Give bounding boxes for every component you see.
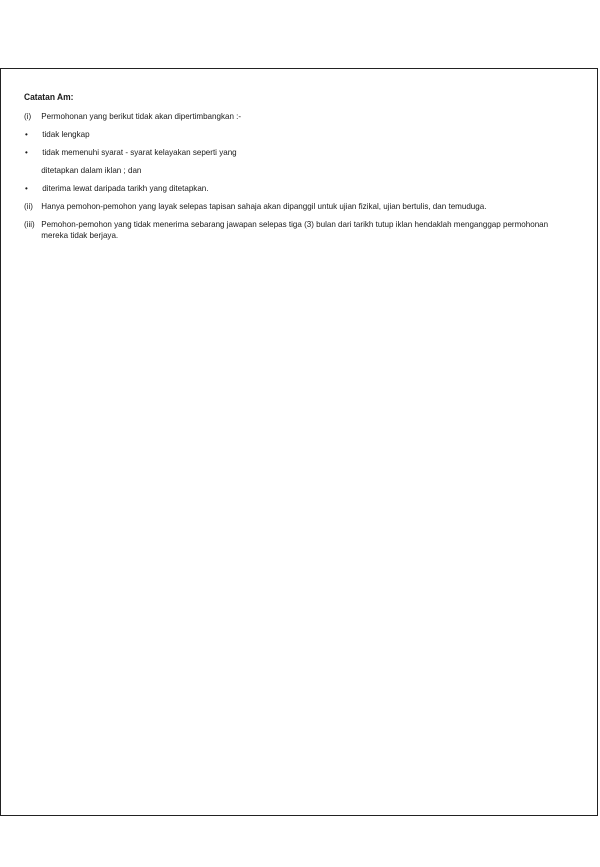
general-notes-section: [24, 92, 552, 248]
bullet-item-2: [24, 147, 552, 158]
note-item-1-text: Permohonan yang berikut tidak akan dipertimbangkan :-: [41, 111, 242, 121]
note-item-3-text: Pemohon-pemohon yang tidak menerima sebarang jawapan selepas tiga (3) bulan dari tarikh tutup iklan hendaklah menganggap permohonan mereka tidak berjaya.: [41, 219, 549, 240]
bullet-1-icon: •: [24, 129, 28, 139]
bullet-item-3: [24, 183, 552, 194]
note-item-2: [24, 201, 552, 212]
bullet-3-icon: •: [24, 183, 28, 193]
bullet-2-text-line1: tidak memenuhi syarat - syarat kelayakan seperti yang: [42, 147, 237, 157]
bullet-2-text-line2: ditetapkan dalam iklan ; dan: [41, 165, 142, 175]
bullet-1-text: tidak lengkap: [42, 129, 90, 139]
bullet-2-icon: •: [24, 147, 28, 157]
note-item-1: [24, 111, 552, 122]
note-item-1-marker: (i): [24, 111, 32, 121]
notes-title: Catatan Am:: [24, 92, 74, 102]
bullet-3-text: diterima lewat daripada tarikh yang ditetapkan.: [42, 183, 209, 193]
note-item-3-marker: (iii): [24, 219, 35, 229]
note-item-2-text: Hanya pemohon-pemohon yang layak selepas tapisan sahaja akan dipanggil untuk ujian fizikal, ujian bertulis, dan temuduga.: [41, 201, 487, 211]
bullet-item-1: [24, 129, 552, 140]
note-item-2-marker: (ii): [24, 201, 33, 211]
note-item-3: [24, 219, 552, 241]
